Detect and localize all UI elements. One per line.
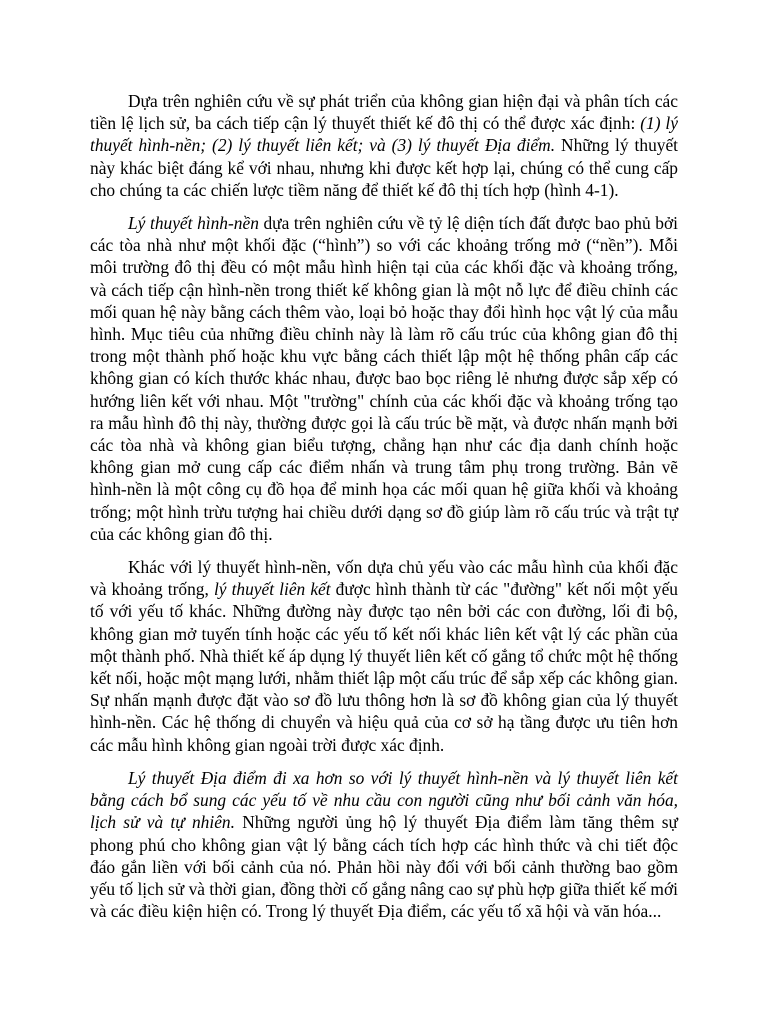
italic-segment: lý thuyết liên kết (213, 579, 331, 600)
paragraph-intro (90, 90, 678, 201)
paragraph-place (90, 767, 678, 922)
italic-segment: (1) lý thuyết hình-nền; (2) lý thuyết liên kết; và (3) lý thuyết Địa điểm. (90, 113, 678, 156)
text-segment: được hình thành từ các "đường" kết nối một yếu tố với yếu tố khác. Những đường này được tạo nên bởi các con đường, lối đi bộ, không gian mở tuyến tính hoặc các yếu tố kết nối khác liên kết vật lý các phần của một thành phố. Nhà thiết kế áp dụng lý thuyết liên kết cố gắng tổ chức một hệ thống kết nối, hoặc một mạng lưới, nhằm thiết lập một cấu trúc để sắp xếp các không gian. Sự nhấn mạnh được đặt vào sơ đồ lưu thông hơn là sơ đồ không gian của lý thuyết hình-nền. Các hệ thống di chuyển và hiệu quả của cơ sở hạ tầng được ưu tiên hơn các mẫu hình không gian ngoài trời được xác định. (90, 579, 678, 755)
italic-segment: Lý thuyết hình-nền (128, 213, 259, 234)
text-segment: Những người ủng hộ lý thuyết Địa điểm làm tăng thêm sự phong phú cho không gian vật lý bằng cách tích hợp các hình thức và chi tiết độc đáo gắn liền với bối cảnh của nó. Phản hồi này đối với bối cảnh thường bao gồm yếu tố lịch sử và thời gian, đồng thời cố gắng nâng cao sự phù hợp giữa thiết kế mới và các điều kiện hiện có. Trong lý thuyết Địa điểm, các yếu tố xã hội và văn hóa... (90, 812, 678, 922)
text-segment: dựa trên nghiên cứu về tỷ lệ diện tích đất được bao phủ bởi các tòa nhà như một khối đặc (“hình”) so với các khoảng trống mở (“nền”). Mỗi môi trường đô thị đều có một mẫu hình hiện tại của các khối đặc và khoảng trống, và cách tiếp cận hình-nền trong thiết kế không gian là một nỗ lực để điều chỉnh các mối quan hệ này bằng cách thêm vào, loại bỏ hoặc thay đổi hình học vật lý của mẫu hình. Mục tiêu của những điều chỉnh này là làm rõ cấu trúc của không gian đô thị trong một thành phố hoặc khu vực bằng cách thiết lập một hệ thống phân cấp các không gian có kích thước khác nhau, được bao bọc riêng lẻ nhưng được sắp xếp có hướng liên kết với nhau. Một "trường" chính của các khối đặc và khoảng trống tạo ra mẫu hình đô thị này, thường được gọi là cấu trúc bề mặt, và được nhấn mạnh bởi các tòa nhà và không gian biểu tượng, chẳng hạn như các địa danh chính hoặc không gian mở cung cấp các điểm nhấn và trung tâm phụ trong trường. Bản vẽ hình-nền là một công cụ đồ họa để minh họa các mối quan hệ giữa khối và khoảng trống; một hình trừu tượng hai chiều dưới dạng sơ đồ giúp làm rõ cấu trúc và trật tự của các không gian đô thị. (90, 213, 678, 544)
text-segment: Khác với lý thuyết hình-nền, vốn dựa chủ yếu vào các mẫu hình của khối đặc và khoảng trống, (90, 557, 678, 600)
italic-segment: Lý thuyết Địa điểm đi xa hơn so với lý thuyết hình-nền và lý thuyết liên kết bằng cách bổ sung các yếu tố về nhu cầu con người cũng như bối cảnh văn hóa, lịch sử và tự nhiên. (90, 767, 678, 833)
paragraph-linkage (90, 556, 678, 756)
document-page (90, 90, 678, 933)
text-segment: Những lý thuyết này khác biệt đáng kể với nhau, nhưng khi được kết hợp lại, chúng có thể cung cấp cho chúng ta các chiến lược tiềm năng để thiết kế đô thị tích hợp (hình 4-1). (90, 135, 679, 200)
paragraph-figure-ground (90, 212, 678, 545)
text-segment: Dựa trên nghiên cứu về sự phát triển của không gian hiện đại và phân tích các tiền lệ lịch sử, ba cách tiếp cận lý thuyết thiết kế đô thị có thể được xác định: (90, 91, 678, 134)
